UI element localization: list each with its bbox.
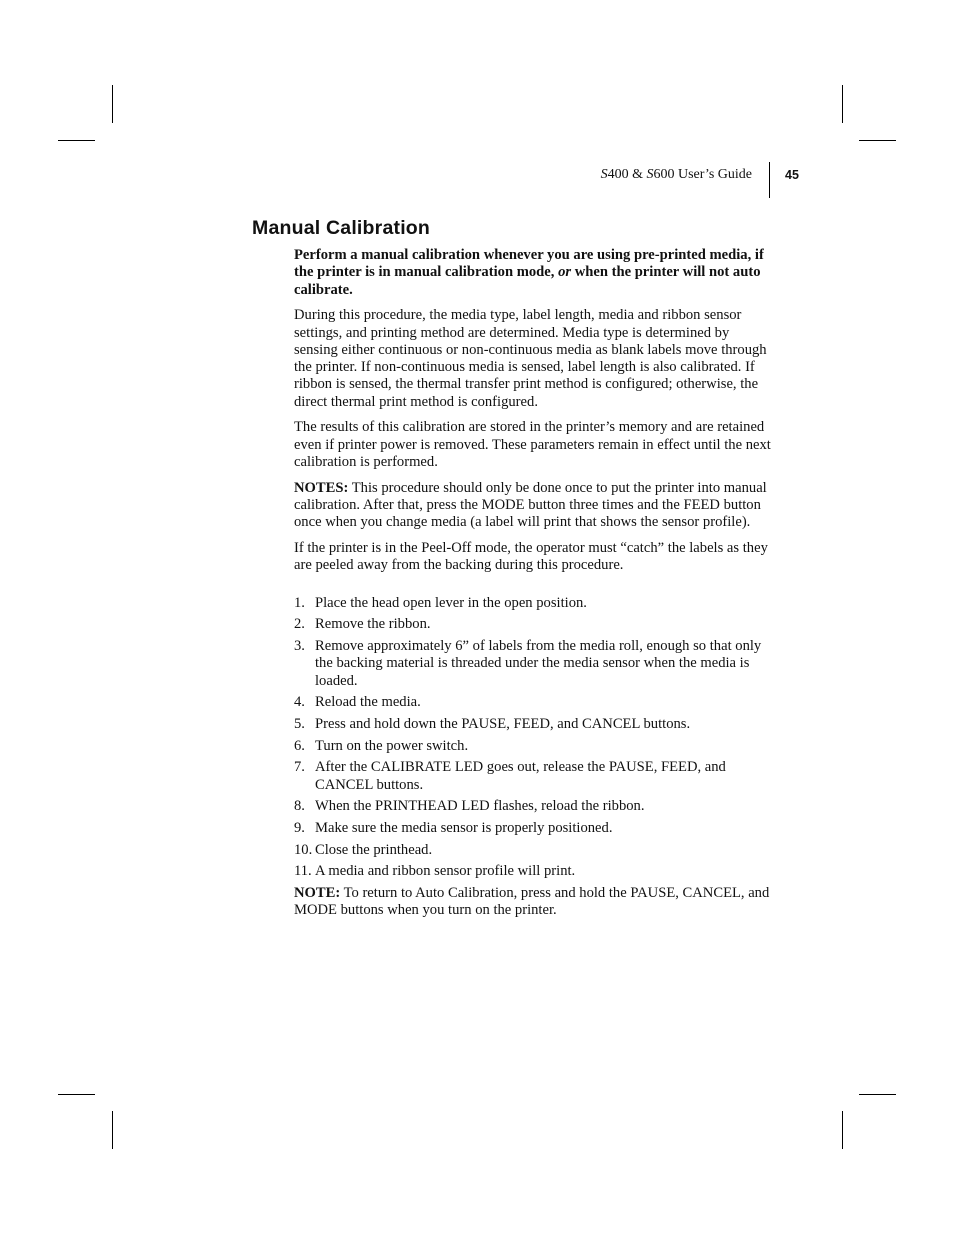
retention-paragraph: The results of this calibration are stored in the printer’s memory and are retained even if printer power is removed. These parameters remain in effect until the next calibration is performed. bbox=[294, 419, 771, 471]
step-text: When the PRINTHEAD LED flashes, reload the ribbon. bbox=[315, 798, 645, 815]
step-item bbox=[294, 863, 774, 880]
step-number: 7. bbox=[294, 759, 305, 776]
crop-mark-top-right-vertical bbox=[842, 85, 843, 123]
step-text: Place the head open lever in the open position. bbox=[315, 594, 587, 611]
step-number: 10. bbox=[294, 841, 313, 858]
step-number: 1. bbox=[294, 594, 305, 611]
crop-mark-bottom-left-horizontal bbox=[58, 1094, 95, 1095]
step-text: Make sure the media sensor is properly positioned. bbox=[315, 820, 613, 836]
crop-mark-bottom-right-vertical bbox=[842, 1111, 843, 1149]
step-item bbox=[294, 820, 774, 837]
notes-text: This procedure should only be done once to put the printer into manual calibration. After that, press the MODE button three times and the FEED button once when you change media (a label will print that shows the sensor profile). bbox=[294, 479, 767, 531]
step-text: Turn on the power switch. bbox=[315, 737, 469, 754]
note-label: NOTE: bbox=[294, 885, 341, 902]
crop-mark-bottom-left-vertical bbox=[112, 1111, 113, 1149]
page-number: 45 bbox=[785, 168, 799, 182]
body-content bbox=[294, 247, 774, 928]
step-item bbox=[294, 694, 774, 711]
step-number: 8. bbox=[294, 798, 305, 815]
note-paragraph bbox=[294, 885, 774, 920]
header-title-rest: 600 User’s Guide bbox=[653, 167, 752, 182]
intro-text-2: when the printer will not auto calibrate. bbox=[294, 264, 761, 298]
notes-paragraph bbox=[294, 480, 774, 532]
steps-list bbox=[294, 595, 774, 881]
step-number: 11. bbox=[294, 863, 312, 880]
header-divider bbox=[769, 162, 770, 198]
step-item bbox=[294, 798, 774, 815]
step-number: 2. bbox=[294, 616, 305, 633]
step-text: Remove approximately 6” of labels from the media roll, enough so that only the backing material is threaded under the media sensor when the media is loaded. bbox=[315, 637, 762, 689]
peel-off-paragraph: If the printer is in the Peel-Off mode, the operator must “catch” the labels as they are peeled away from the backing during this procedure. bbox=[294, 540, 768, 574]
step-number: 3. bbox=[294, 637, 305, 654]
crop-mark-top-right-horizontal bbox=[859, 140, 896, 141]
section-title: Manual Calibration bbox=[252, 217, 431, 239]
notes-label: NOTES: bbox=[294, 479, 349, 496]
header-title bbox=[601, 167, 752, 183]
intro-emphasis: or bbox=[558, 264, 572, 281]
intro-paragraph bbox=[294, 247, 774, 299]
step-item bbox=[294, 716, 774, 733]
crop-mark-bottom-right-horizontal bbox=[859, 1094, 896, 1095]
step-number: 9. bbox=[294, 820, 305, 836]
header-title-italic-s1: S bbox=[600, 167, 608, 182]
step-text: Remove the ribbon. bbox=[315, 616, 431, 633]
step-item bbox=[294, 595, 774, 612]
crop-mark-top-left-horizontal bbox=[58, 140, 95, 141]
running-header bbox=[560, 166, 810, 198]
header-title-part: 400 & bbox=[607, 167, 647, 182]
procedure-paragraph: During this procedure, the media type, label length, media and ribbon sensor settings, and printing method are determined. Media type is determined by sensing either continuous or non-continuous media as blank labels move through the printer. If non-continuous media is sensed, label length is also calibrated. If ribbon is sensed, the thermal transfer print method is configured; otherwise, the direct thermal print method is configured. bbox=[294, 307, 767, 410]
step-item bbox=[294, 842, 774, 859]
step-text: A media and ribbon sensor profile will print. bbox=[315, 863, 576, 880]
step-item bbox=[294, 616, 774, 633]
step-item bbox=[294, 638, 774, 690]
step-text: After the CALIBRATE LED goes out, release the PAUSE, FEED, and CANCEL buttons. bbox=[315, 759, 726, 793]
step-number: 5. bbox=[294, 715, 305, 732]
intro-text-1: Perform a manual calibration whenever you are using pre-printed media, if the printer is in manual calibration mode, bbox=[294, 247, 764, 281]
step-item bbox=[294, 759, 774, 794]
crop-mark-top-left-vertical bbox=[112, 85, 113, 123]
header-title-italic-s2: S bbox=[646, 167, 654, 182]
step-text: Press and hold down the PAUSE, FEED, and CANCEL buttons. bbox=[315, 715, 691, 732]
step-number: 6. bbox=[294, 737, 305, 754]
note-text: To return to Auto Calibration, press and hold the PAUSE, CANCEL, and MODE buttons when you turn on the printer. bbox=[294, 885, 770, 919]
step-text: Reload the media. bbox=[315, 694, 421, 711]
step-text: Close the printhead. bbox=[315, 841, 433, 858]
step-item bbox=[294, 738, 774, 755]
step-number: 4. bbox=[294, 694, 305, 711]
